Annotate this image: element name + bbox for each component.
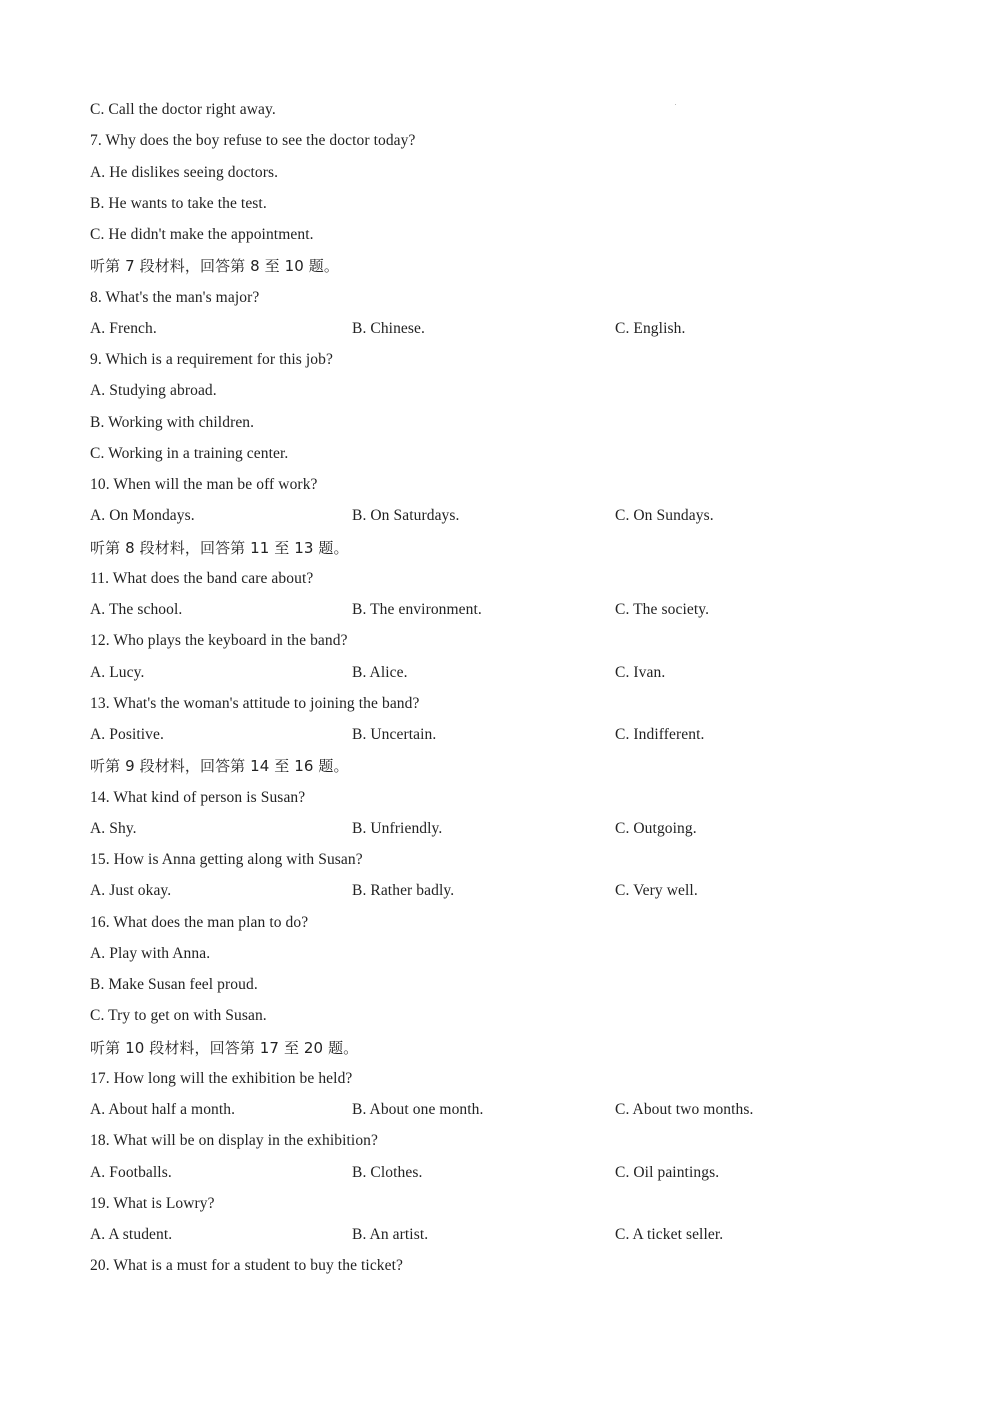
text-line: B. Make Susan feel proud.	[90, 976, 258, 993]
text-line: 13. What's the woman's attitude to joining the band?	[90, 694, 420, 712]
option-row	[90, 506, 890, 526]
text-line: C. Try to get on with Susan.	[90, 1007, 267, 1025]
text-line: B. He wants to take the test.	[90, 194, 267, 212]
option-b: B. Uncertain.	[352, 726, 437, 743]
option-a: A. Lucy.	[90, 663, 145, 681]
text-line: 15. How is Anna getting along with Susan?	[90, 851, 363, 868]
option-row	[90, 1225, 890, 1245]
option-c: C. About two months.	[615, 1101, 754, 1118]
option-c: C. A ticket seller.	[615, 1226, 724, 1243]
text-line: 14. What kind of person is Susan?	[90, 788, 306, 806]
text-line: A. Studying abroad.	[90, 382, 217, 400]
text-line: 12. Who plays the keyboard in the band?	[90, 632, 348, 650]
option-row	[90, 1100, 890, 1120]
option-a: A. A student.	[90, 1226, 173, 1243]
option-b: B. Chinese.	[352, 319, 425, 337]
option-b: B. Rather badly.	[352, 882, 455, 900]
option-row	[90, 881, 890, 901]
text-line: A. He dislikes seeing doctors.	[90, 163, 279, 181]
text-line: 8. What's the man's major?	[90, 288, 260, 306]
text-line: A. Play with Anna.	[90, 944, 211, 962]
section-instruction: 听第 7 段材料，回答第 8 至 10 题。	[90, 257, 339, 276]
text-line: 10. When will the man be off work?	[90, 476, 318, 493]
option-b: B. An artist.	[352, 1226, 429, 1243]
option-b: B. The environment.	[352, 601, 482, 618]
option-b: B. About one month.	[352, 1101, 484, 1118]
section-instruction: 听第 9 段材料，回答第 14 至 16 题。	[90, 757, 349, 776]
text-line: C. He didn't make the appointment.	[90, 226, 314, 243]
text-line: 19. What is Lowry?	[90, 1194, 215, 1212]
option-row	[90, 663, 890, 683]
text-line: 7. Why does the boy refuse to see the doctor today?	[90, 132, 416, 150]
option-a: A. Shy.	[90, 819, 137, 837]
option-b: B. Unfriendly.	[352, 819, 443, 837]
text-line: 16. What does the man plan to do?	[90, 913, 309, 931]
option-b: B. Alice.	[352, 663, 408, 681]
section-instruction: 听第 10 段材料，回答第 17 至 20 题。	[90, 1038, 359, 1057]
section-instruction: 听第 8 段材料，回答第 11 至 13 题。	[90, 538, 349, 557]
option-a: A. Footballs.	[90, 1163, 172, 1181]
text-line: 9. Which is a requirement for this job?	[90, 351, 333, 368]
option-a: A. On Mondays.	[90, 507, 195, 525]
option-c: C. English.	[615, 319, 686, 337]
option-c: C. On Sundays.	[615, 507, 714, 525]
text-line: 18. What will be on display in the exhibition?	[90, 1132, 379, 1150]
option-c: C. Oil paintings.	[615, 1163, 720, 1181]
option-b: B. Clothes.	[352, 1163, 423, 1181]
option-row	[90, 600, 890, 620]
option-row	[90, 725, 890, 745]
option-row	[90, 819, 890, 839]
option-c: C. Ivan.	[615, 663, 666, 681]
option-a: A. Just okay.	[90, 882, 172, 900]
option-row	[90, 1163, 890, 1183]
option-c: C. Very well.	[615, 882, 698, 900]
option-a: A. Positive.	[90, 726, 164, 743]
text-line: 17. How long will the exhibition be held?	[90, 1069, 353, 1087]
option-b: B. On Saturdays.	[352, 507, 460, 525]
option-c: C. The society.	[615, 601, 710, 618]
option-row	[90, 319, 890, 339]
text-line: 11. What does the band care about?	[90, 569, 314, 587]
text-line: C. Call the doctor right away.	[90, 101, 276, 118]
option-c: C. Indifferent.	[615, 726, 705, 743]
option-a: A. French.	[90, 319, 157, 337]
option-a: A. About half a month.	[90, 1101, 236, 1118]
option-a: A. The school.	[90, 601, 183, 618]
text-line: C. Working in a training center.	[90, 444, 289, 462]
speck-mark	[675, 104, 676, 105]
text-line: B. Working with children.	[90, 413, 255, 431]
option-c: C. Outgoing.	[615, 819, 697, 837]
text-line: 20. What is a must for a student to buy the ticket?	[90, 1257, 404, 1275]
